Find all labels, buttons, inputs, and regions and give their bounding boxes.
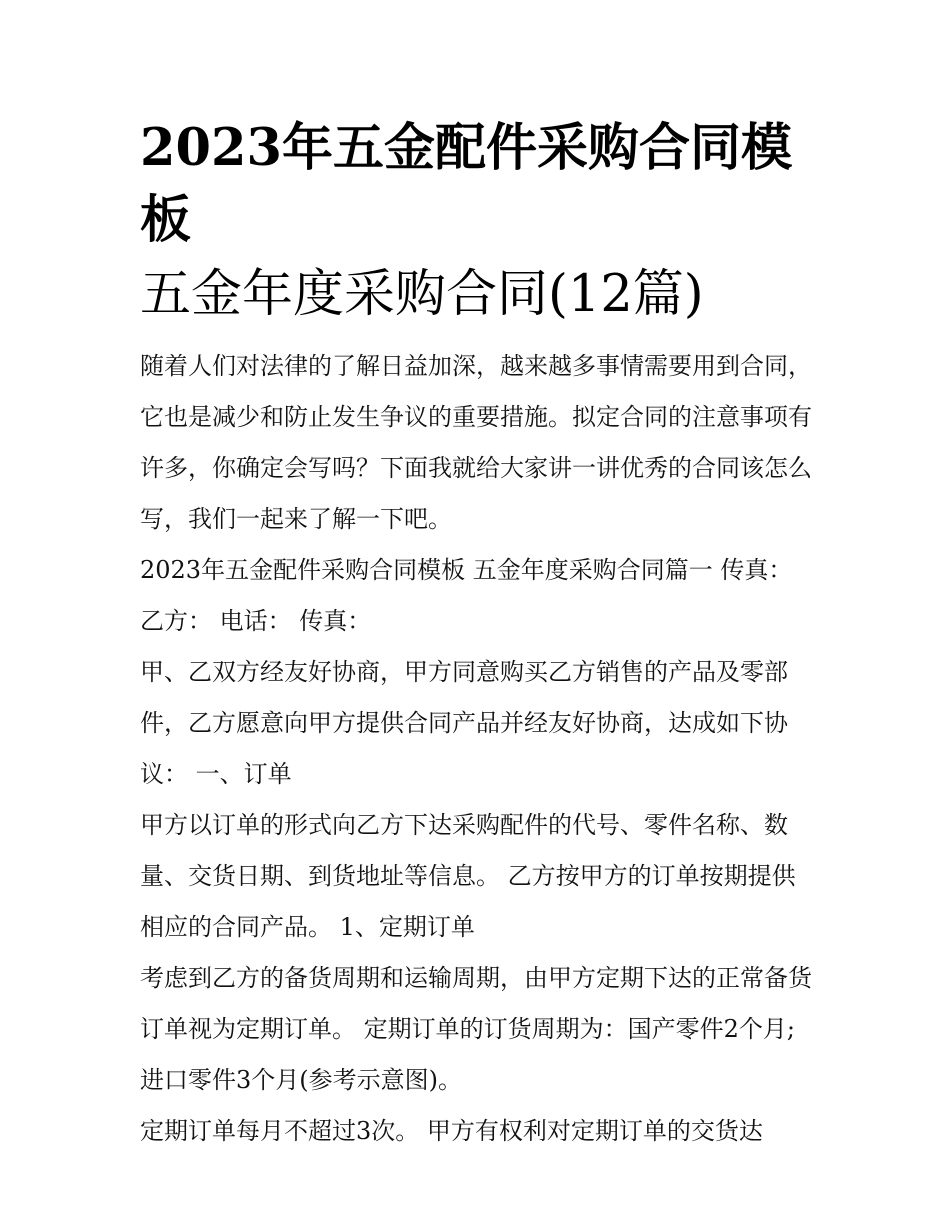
document-page <box>140 112 812 1157</box>
paragraph-order: 甲方以订单的形式向乙方下达采购配件的代号、零件名称、数量、交货日期、到货地址等信息。 乙方按甲方的订单按期提供相应的合同产品。 1、定期订单 <box>140 811 796 941</box>
paragraph-party-b: 乙方： 电话： 传真： <box>140 607 372 635</box>
paragraph-section-heading: 2023年五金配件采购合同模板 五金年度采购合同篇一 传真： <box>140 556 793 584</box>
title-line-2: 五金年度采购合同(12篇) <box>140 265 704 324</box>
title-line-1: 2023年五金配件采购合同模板 <box>140 118 792 250</box>
paragraph-order-limit: 定期订单每月不超过3次。 甲方有权利对定期订单的交货达 <box>140 1117 763 1145</box>
paragraph-intro: 随着人们对法律的了解日益加深，越来越多事情需要用到合同，它也是减少和防止发生争议的重要措施。拟定合同的注意事项有许多，你确定会写吗？下面我就给大家讲一讲优秀的合同该怎么写，我们一起来了解一下吧。 <box>140 352 812 533</box>
document-title <box>140 112 812 331</box>
paragraph-regular-order: 考虑到乙方的备货周期和运输周期，由甲方定期下达的正常备货订单视为定期订单。 定期订单的订货周期为：国产零件2个月;进口零件3个月(参考示意图)。 <box>140 964 812 1094</box>
paragraph-agreement: 甲、乙双方经友好协商，甲方同意购买乙方销售的产品及零部件，乙方愿意向甲方提供合同产品并经友好协商，达成如下协议： 一、订单 <box>140 658 788 788</box>
